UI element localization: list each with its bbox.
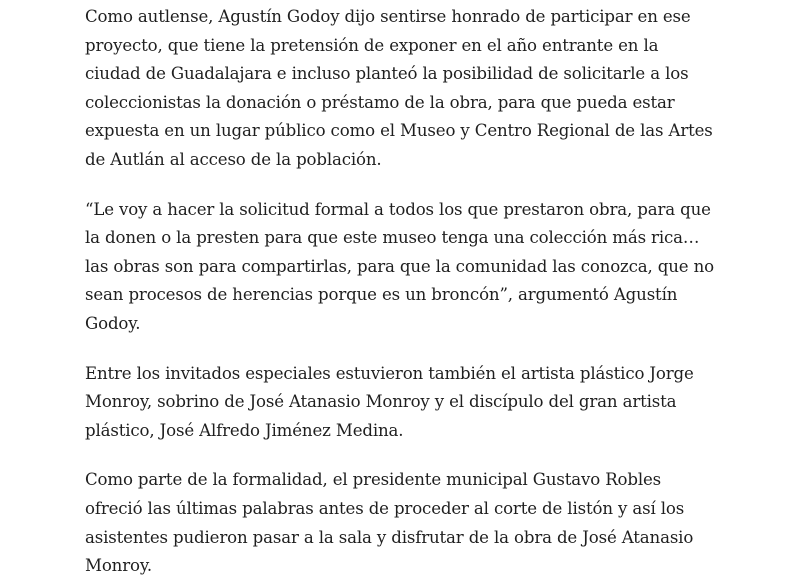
article-paragraph-1: Como autlense, Agustín Godoy dijo sentirse honrado de participar en ese proyecto, que tiene la pretensión de exponer en el año entrante en la ciudad de Guadalajara e incluso planteó la posibilidad de solicitarle a los coleccionistas la donación o préstamo de la obra, para que pueda estar expuesta en un lugar público como el Museo y Centro Regional de las Artes de Autlán al acceso de la población. [85,7,713,169]
article-paragraph-4: Como parte de la formalidad, el presidente municipal Gustavo Robles ofreció las últimas palabras antes de proceder al corte de listón y así los asistentes pudieron pasar a la sala y disfrutar de la obra de José Atanasio Monroy. [85,470,694,576]
article-paragraph-2: “Le voy a hacer la solicitud formal a todos los que prestaron obra, para que la donen o la presten para que este museo tenga una colección más rica… las obras son para compartirlas, para que la comunidad las conozca, que no sean procesos de herencias porque es un broncón”, argumentó Agustín Godoy. [85,199,714,333]
article-body [85,3,715,581]
article-paragraph-3: Entre los invitados especiales estuvieron también el artista plástico Jorge Monroy, sobrino de José Atanasio Monroy y el discípulo del gran artista plástico, José Alfredo Jiménez Medina. [85,363,694,440]
